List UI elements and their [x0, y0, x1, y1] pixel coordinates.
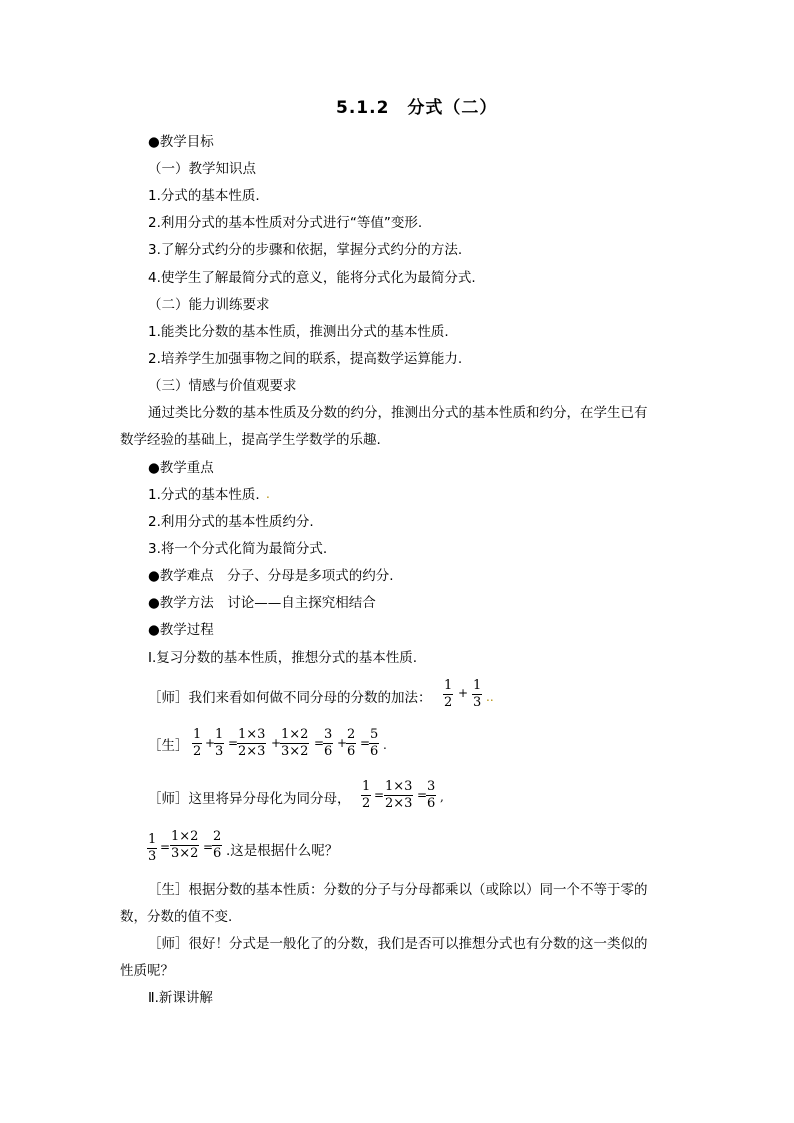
key-points-heading: ●教学重点 — [148, 460, 214, 476]
fraction: $\frac{1\times 3}{2\times 3}$ — [385, 779, 413, 811]
fraction: $\frac{1}{3}$ — [473, 678, 482, 710]
method-line: ●教学方法 讨论——自主探究相结合 — [148, 595, 376, 611]
ability-item-1: 1.能类比分数的基本性质，推测出分式的基本性质. — [148, 324, 449, 340]
fraction: $\frac{2}{6}$ — [347, 727, 356, 759]
stray-mark: . — [266, 487, 270, 501]
ability-item-2: 2.培养学生加强事物之间的联系，提高数学运算能力. — [148, 351, 463, 367]
fraction: $\frac{1\times 2}{3\times 2}$ — [171, 829, 199, 861]
fraction: $\frac{1}{3}$ — [215, 727, 224, 759]
fraction: $\frac{5}{6}$ — [370, 727, 379, 759]
emotion-text-line-1: 通过类比分数的基本性质及分数的约分，推测出分式的基本性质和约分，在学生已有 — [148, 405, 648, 421]
page-title: 5.1.2 分式（二） — [336, 98, 498, 118]
key-point-2: 2.利用分式的基本性质约分. — [148, 514, 314, 530]
emotion-subheading: （三）情感与价值观要求 — [148, 378, 297, 394]
process-step-2: Ⅱ.新课讲解 — [148, 990, 213, 1006]
ability-subheading: （二）能力训练要求 — [148, 297, 270, 313]
teacher-reply-line-2: 性质呢？ — [120, 963, 174, 979]
emotion-text-line-2: 数学经验的基础上，提高学生学数学的乐趣. — [120, 432, 381, 448]
key-point-1: 1.分式的基本性质. — [148, 487, 260, 503]
fraction: $\frac{1\times 3}{2\times 3}$ — [238, 727, 266, 759]
fraction: $\frac{2}{6}$ — [213, 829, 222, 861]
teacher-line-1: ［师］我们来看如何做不同分母的分数的加法： — [148, 690, 432, 706]
teacher-line-2: ［师］这里将异分母化为同分母， — [148, 791, 351, 807]
fraction: $\frac{1}{2}$ — [444, 678, 453, 710]
student-label: ［生］ — [148, 738, 189, 754]
student-answer-line-1: ［生］根据分数的基本性质：分数的分子与分母都乘以（或除以）同一个不等于零的 — [148, 882, 648, 898]
knowledge-item-4: 4.使学生了解最简分式的意义，能将分式化为最简分式. — [148, 270, 476, 286]
difficulty-line: ●教学难点 分子、分母是多项式的约分. — [148, 568, 394, 584]
fraction: $\frac{1}{2}$ — [193, 727, 202, 759]
fraction: $\frac{3}{6}$ — [427, 779, 436, 811]
document-page: 5.1.2 分式（二） ●教学目标 （一）教学知识点 1.分式的基本性质. 2.利用分式的基本性质对分式进行“等值”变形. 3.了解分式约分的步骤和依据，掌握分式约分的方法. 4.使学生了解最简分式的意义，能将分式化为最简分式. （二）能力训练要求 1.能类比分数的基本性质，推测出分式的基本性质. 2.培养学生加强事物之间的联系，提高数学运算能力. （三）情感与价值观要求 通过类比分数的基本性质及分数的约分，推测出分式的基本性质和约分，在学生已有 数学经验的基础上，提高学生学数学的乐趣. ●教学重点 1.分式的基本性质. . 2.利用分式的基本性质约分. 3.将一个分式化简为最简分式. ●教学难点 分子、分母是多项式的约分. ●教学方法 讨论——自主探究相结合 ●教学过程 Ⅰ.复习分数的基本性质，推想分式的基本性质. ［师］我们来看如何做不同分母的分数的加法： $\frac{1}{2}$ + $\frac{1}{3}$ .. ［生］ $\frac{1}{2}$ + $\frac{1}{3}$ = $\frac{1\times 3}{2\times 3}$ + $\frac{1\times 2}{3\times 2}$ = $\frac{3}{6}$ + $\frac{2}{6}$ = $\frac{5}{6}$ . ［师］这里将异分母化为同分母， $\frac{1}{2}$ = $\frac{1\times 3}{2\times 3}$ = $\frac{3}{6}$ , $\frac{1}{3}$ = $\frac{1\times 2}{3\times 2}$ = $\frac{2}{6}$ .这是根据什么呢？ ［生］根据分数的基本性质：分数的分子与分母都乘以（或除以）同一个不等于零的 数，分数的值不变. ［师］很好！分式是一般化了的分数，我们是否可以推想分式也有分数的这一类似的 性质呢？ Ⅱ.新课讲解 — [120, 98, 648, 1006]
stray-mark: .. — [486, 690, 494, 704]
fraction: $\frac{3}{6}$ — [324, 727, 333, 759]
knowledge-item-1: 1.分式的基本性质. — [148, 188, 260, 204]
process-heading: ●教学过程 — [148, 622, 214, 638]
fraction: $\frac{1}{3}$ — [148, 832, 157, 864]
knowledge-item-3: 3.了解分式约分的步骤和依据，掌握分式约分的方法. — [148, 242, 463, 258]
knowledge-subheading: （一）教学知识点 — [148, 161, 256, 177]
teacher-reply-line-1: ［师］很好！分式是一般化了的分数，我们是否可以推想分式也有分数的这一类似的 — [148, 936, 648, 952]
fraction: $\frac{1}{2}$ — [362, 779, 371, 811]
goals-heading: ●教学目标 — [148, 134, 214, 150]
key-point-3: 3.将一个分式化简为最简分式. — [148, 541, 328, 557]
process-step-1: Ⅰ.复习分数的基本性质，推想分式的基本性质. — [148, 650, 418, 666]
knowledge-item-2: 2.利用分式的基本性质对分式进行“等值”变形. — [148, 215, 423, 231]
student-answer-line-2: 数，分数的值不变. — [120, 909, 233, 925]
question-text: .这是根据什么呢？ — [226, 843, 339, 859]
fraction: $\frac{1\times 2}{3\times 2}$ — [281, 727, 309, 759]
